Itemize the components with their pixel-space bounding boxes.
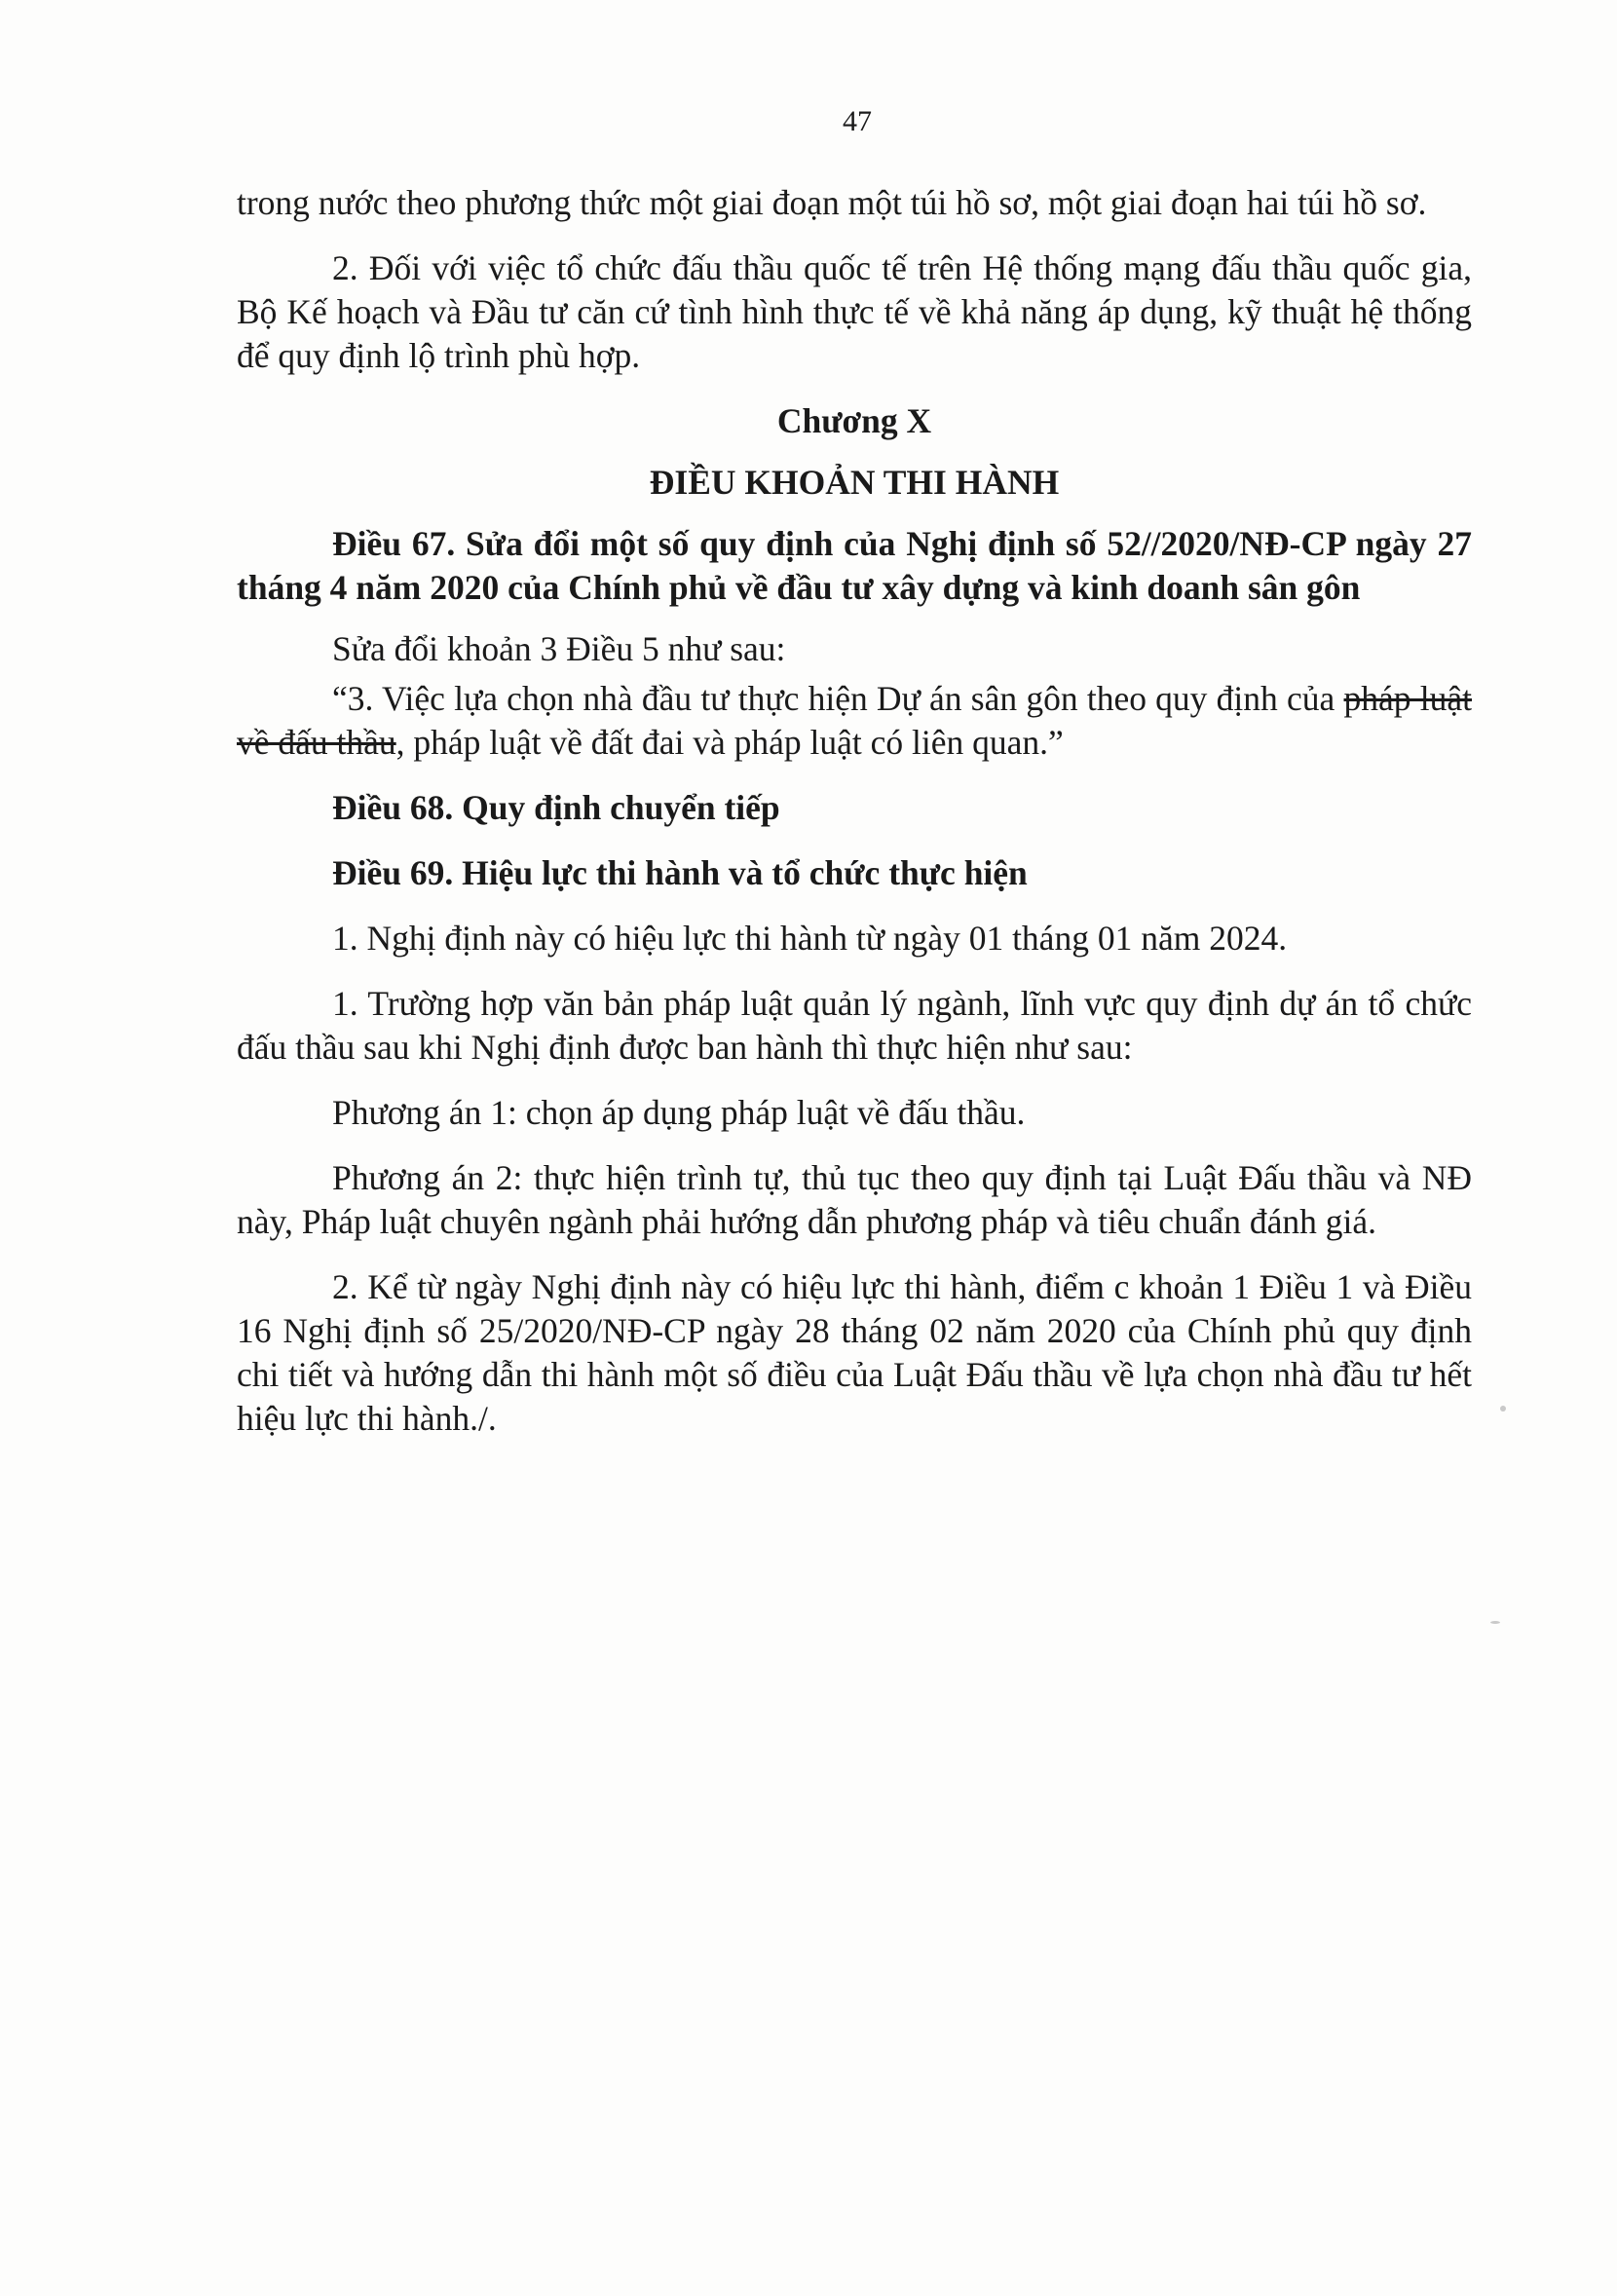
page-number: 47 [843,105,872,137]
scan-speck [1490,1621,1500,1624]
paragraph-continuation: trong nước theo phương thức một giai đoạn một túi hồ sơ, một giai đoạn hai túi hồ sơ. [237,183,1427,222]
quote-start: “3. Việc lựa chọn nhà đầu tư thực hiện Dự án sân gôn theo quy định của [332,679,1344,718]
article-69-option: Phương án 1: chọn áp dụng pháp luật về đấu thầu. [332,1093,1026,1132]
chapter-title: ĐIỀU KHOẢN THI HÀNH [649,463,1060,502]
scan-speck [1500,1406,1506,1411]
struck-text: pháp luật về đấu thầu [237,679,1472,762]
article-69-option: Phương án 2: thực hiện trình tự, thủ tục theo quy định tại Luật Đấu thầu và NĐ này, Pháp luật chuyên ngành phải hướng dẫn phương pháp và tiêu chuẩn đánh giá. [237,1158,1472,1241]
article-68-heading: Điều 68. Quy định chuyển tiếp [332,788,780,827]
article-67-quote [237,677,1472,765]
paragraph-item-2: 2. Đối với việc tổ chức đấu thầu quốc tế trên Hệ thống mạng đấu thầu quốc gia, Bộ Kế hoạch và Đầu tư căn cứ tình hình thực tế về khả năng áp dụng, kỹ thuật hệ thống để quy định lộ trình phù hợp. [237,248,1472,375]
document-body [237,181,1472,1462]
article-69-item: 2. Kể từ ngày Nghị định này có hiệu lực thi hành, điểm c khoản 1 Điều 1 và Điều 16 Nghị định số 25/2020/NĐ-CP ngày 28 tháng 02 năm 2020 của Chính phủ quy định chi tiết và hướng dẫn thi hành một số điều của Luật Đấu thầu về lựa chọn nhà đầu tư hết hiệu lực thi hành./. [237,1267,1472,1438]
article-69-item: 1. Trường hợp văn bản pháp luật quản lý ngành, lĩnh vực quy định dự án tổ chức đấu thầu sau khi Nghị định được ban hành thì thực hiện như sau: [237,984,1472,1067]
article-69-heading: Điều 69. Hiệu lực thi hành và tổ chức thực hiện [332,853,1028,892]
article-69-item: 1. Nghị định này có hiệu lực thi hành từ ngày 01 tháng 01 năm 2024. [332,919,1288,958]
quote-end: , pháp luật về đất đai và pháp luật có liên quan.” [395,723,1064,762]
article-67-intro: Sửa đổi khoản 3 Điều 5 như sau: [332,629,786,668]
chapter-number: Chương X [776,401,932,440]
article-67-heading: Điều 67. Sửa đổi một số quy định của Nghị định số 52//2020/NĐ-CP ngày 27 tháng 4 năm 2020 của Chính phủ về đầu tư xây dựng và kinh doanh sân gôn [237,524,1472,607]
